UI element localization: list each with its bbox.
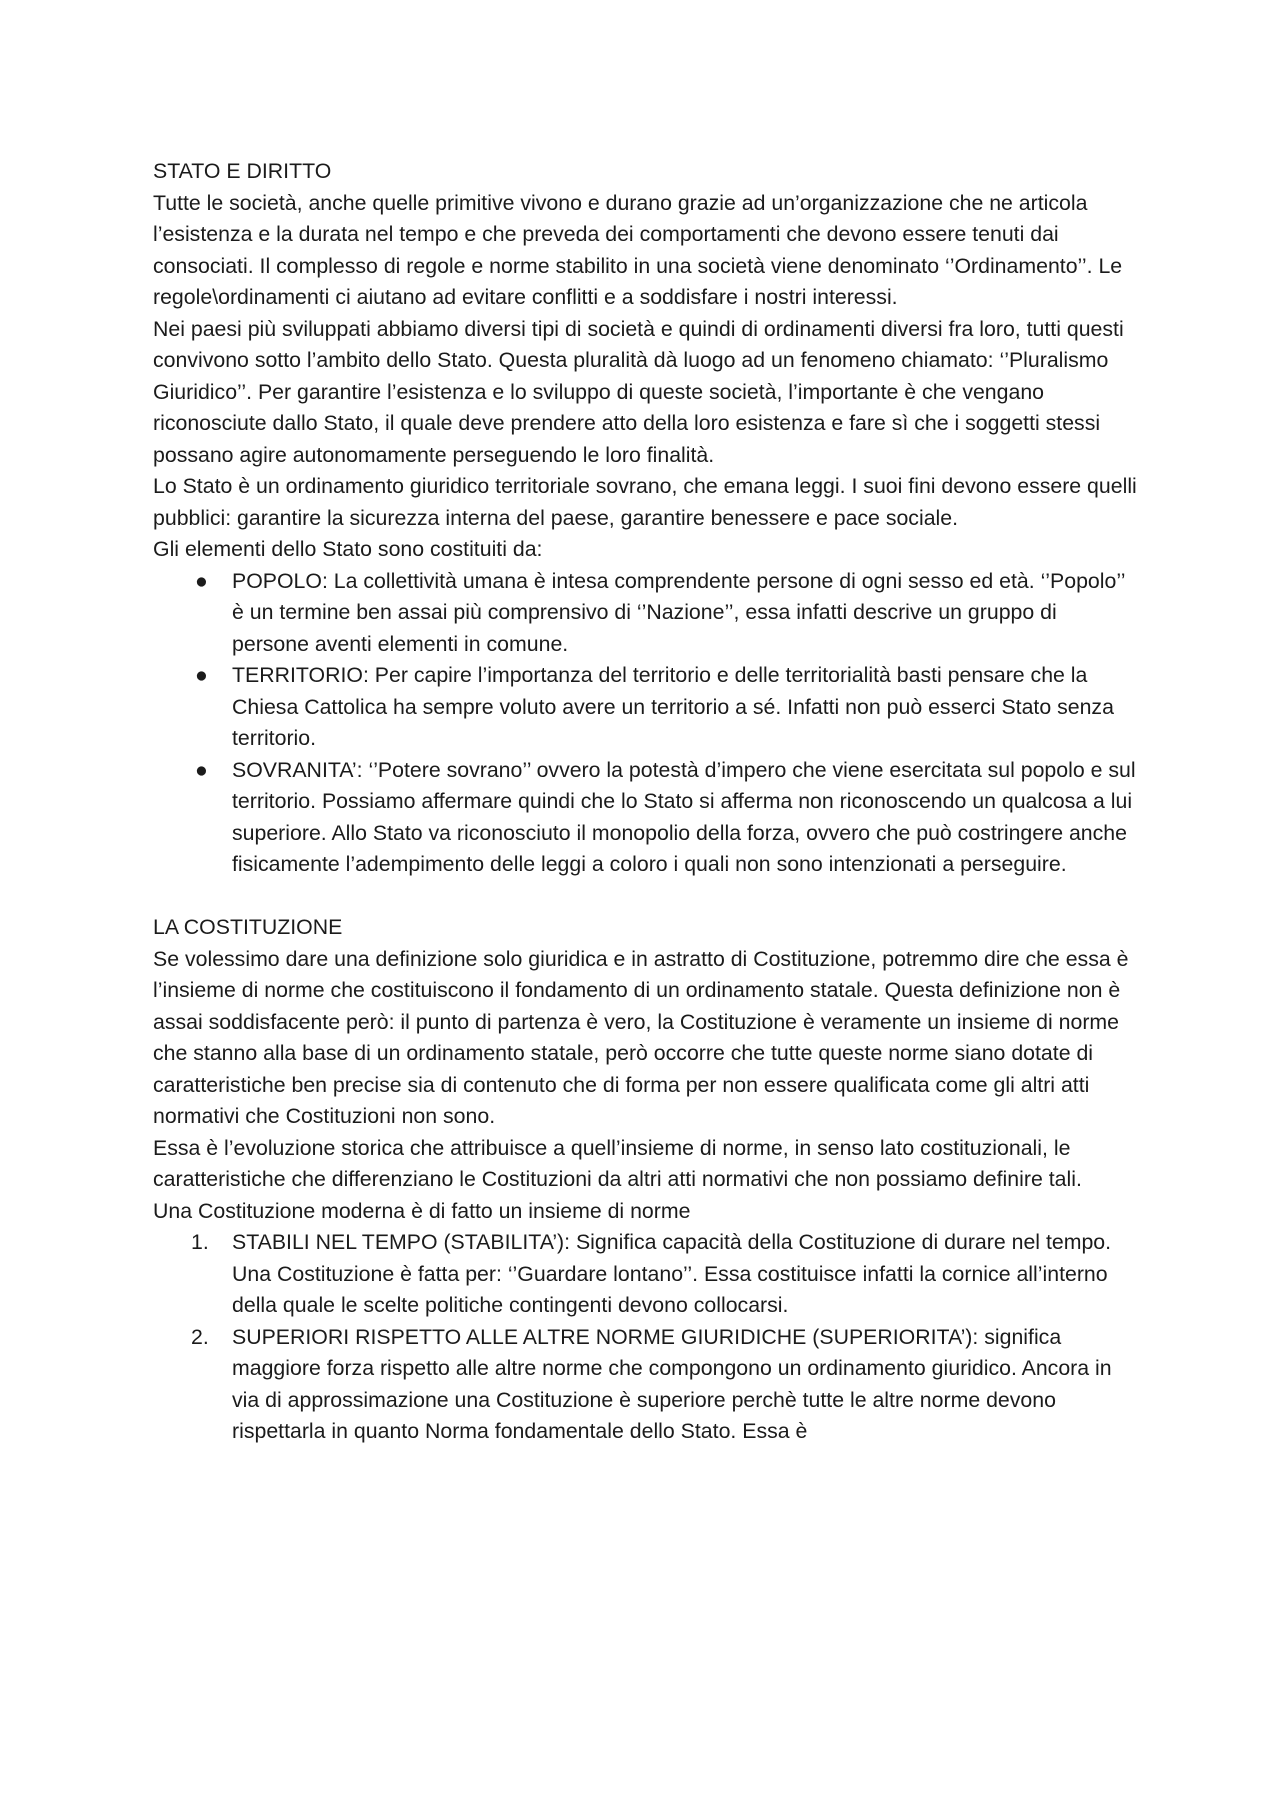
paragraph: Gli elementi dello Stato sono costituiti da: (153, 537, 543, 561)
list-item (153, 755, 1138, 881)
paragraph: Nei paesi più sviluppati abbiamo diversi tipi di società e quindi di ordinamenti diversi fra loro, tutti questi convivono sotto l’ambito dello Stato. Questa pluralità dà luogo ad un fenomeno chiamato: ‘’Pluralismo Giuridico’’. Per garantire l’esistenza e lo sviluppo di queste società, l’importante è che vengano riconosciute dallo Stato, il quale deve prendere atto della loro esistenza e fare sì che i soggetti stessi possano agire autonomamente perseguendo le loro finalità. (153, 316, 1124, 467)
list-item (153, 660, 1138, 755)
numbered-list-caratteristiche (153, 1227, 1138, 1448)
list-number: 1. (191, 1230, 209, 1254)
paragraph: Una Costituzione moderna è di fatto un insieme di norme (153, 1198, 691, 1223)
bullet-list-elementi-stato (153, 566, 1138, 881)
list-item (153, 1322, 1138, 1448)
list-item-text: STABILI NEL TEMPO (STABILITA’): Significa capacità della Costituzione di durare nel tempo. Una Costituzione è fatta per: ‘’Guardare lontano’’. Essa costituisce infatti la cornice all’interno della quale le scelte politiche contingenti devono collocarsi. (232, 1230, 1112, 1317)
list-item-text: TERRITORIO: Per capire l’importanza del territorio e delle territorialità basti pensare che la Chiesa Cattolica ha sempre voluto avere un territorio a sé. Infatti non può esserci Stato senza territorio. (232, 663, 1114, 750)
paragraph: Essa è l’evoluzione storica che attribuisce a quell’insieme di norme, in senso lato costituzionali, le caratteristiche che differenziano le Costituzioni da altri atti normativi che non possiamo definire tali. (153, 1135, 1082, 1191)
section-heading-stato-e-diritto: STATO E DIRITTO (153, 159, 332, 183)
list-item (153, 1227, 1138, 1322)
list-item (153, 566, 1138, 661)
list-item-text: POPOLO: La collettività umana è intesa comprendente persone di ogni sesso ed età. ‘’Popolo’’ è un termine ben assai più comprensivo di ‘’Nazione’’, essa infatti descrive un gruppo di persone aventi elementi in comune. (232, 568, 1125, 656)
paragraph: Lo Stato è un ordinamento giuridico territoriale sovrano, che emana leggi. I suoi fini devono essere quelli pubblici: garantire la sicurezza interna del paese, garantire benessere e pace sociale. (153, 474, 1137, 530)
section-spacer (153, 881, 1138, 913)
paragraph: Se volessimo dare una definizione solo giuridica e in astratto di Costituzione, potremmo dire che essa è l’insieme di norme che costituiscono il fondamento di un ordinamento statale. Questa definizione non è assai soddisfacente però: il punto di partenza è vero, la Costituzione è veramente un insieme di norme che stanno alla base di un ordinamento statale, però occorre che tutte queste norme siano dotate di caratteristiche ben precise sia di contenuto che di forma per non essere qualificata come gli altri atti normativi che Costituzioni non sono. (153, 946, 1129, 1128)
section-heading-la-costituzione: LA COSTITUZIONE (153, 915, 343, 939)
document-body (153, 156, 1138, 1448)
bullet-icon: ● (195, 663, 208, 687)
bullet-icon: ● (195, 568, 208, 593)
list-item-text: SOVRANITA’: ‘’Potere sovrano’’ ovvero la potestà d’impero che viene esercitata sul popolo e sul territorio. Possiamo affermare quindi che lo Stato si afferma non riconoscendo un qualcosa a lui superiore. Allo Stato va riconosciuto il monopolio della forza, ovvero che può costringere anche fisicamente l’adempimento delle leggi a coloro i quali non sono intenzionati a perseguire. (232, 757, 1136, 876)
bullet-icon: ● (195, 757, 208, 782)
paragraph: Tutte le società, anche quelle primitive vivono e durano grazie ad un’organizzazione che ne articola l’esistenza e la durata nel tempo e che preveda dei comportamenti che devono essere tenuti dai consociati. Il complesso di regole e norme stabilito in una società viene denominato ‘’Ordinamento’’. Le regole\ordinamenti ci aiutano ad evitare conflitti e a soddisfare i nostri interessi. (153, 190, 1123, 309)
list-item-text: SUPERIORI RISPETTO ALLE ALTRE NORME GIURIDICHE (SUPERIORITA’): significa maggiore forza rispetto alle altre norme che compongono un ordinamento giuridico. Ancora in via di approssimazione una Costituzione è superiore perchè tutte le altre norme devono rispettarla in quanto Norma fondamentale dello Stato. Essa è (232, 1324, 1112, 1443)
list-number: 2. (191, 1324, 209, 1349)
